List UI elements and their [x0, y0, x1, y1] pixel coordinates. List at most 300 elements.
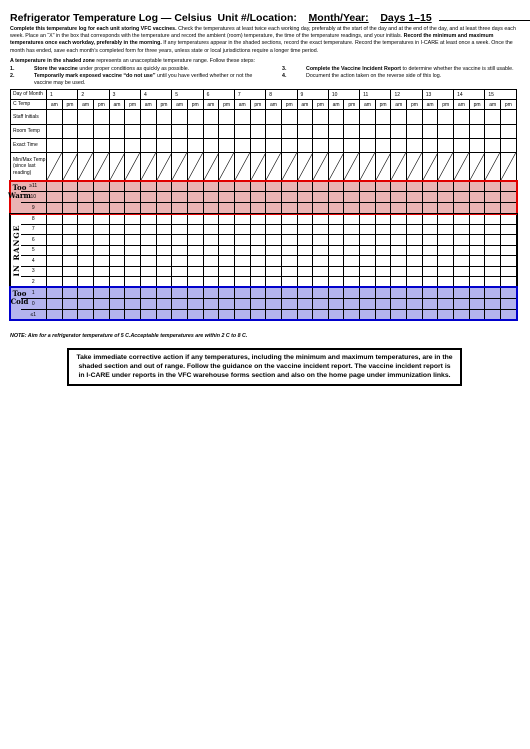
too-warm-cell[interactable] [501, 192, 517, 203]
min-max-cell[interactable] [438, 153, 454, 181]
too-cold-cell[interactable] [281, 309, 297, 320]
too-warm-cell[interactable] [281, 181, 297, 192]
too-cold-cell[interactable] [360, 309, 376, 320]
in-range-cell[interactable] [109, 245, 125, 256]
too-cold-cell[interactable] [313, 298, 329, 309]
in-range-cell[interactable] [485, 256, 501, 267]
exact-time-cell[interactable] [266, 139, 282, 153]
in-range-cell[interactable] [187, 214, 203, 225]
too-warm-cell[interactable] [234, 181, 250, 192]
too-warm-cell[interactable] [375, 203, 391, 214]
in-range-cell[interactable] [234, 214, 250, 225]
in-range-cell[interactable] [93, 235, 109, 246]
in-range-cell[interactable] [266, 245, 282, 256]
in-range-cell[interactable] [313, 256, 329, 267]
too-warm-cell[interactable] [187, 203, 203, 214]
too-warm-cell[interactable] [78, 181, 94, 192]
staff-initials-cell[interactable] [391, 110, 407, 125]
exact-time-cell[interactable] [93, 139, 109, 153]
in-range-cell[interactable] [47, 277, 63, 288]
staff-initials-cell[interactable] [438, 110, 454, 125]
min-max-cell[interactable] [156, 153, 172, 181]
too-cold-cell[interactable] [454, 298, 470, 309]
in-range-cell[interactable] [328, 245, 344, 256]
min-max-cell[interactable] [109, 153, 125, 181]
too-cold-cell[interactable] [156, 298, 172, 309]
in-range-cell[interactable] [156, 245, 172, 256]
too-cold-cell[interactable] [391, 298, 407, 309]
exact-time-cell[interactable] [344, 139, 360, 153]
in-range-cell[interactable] [375, 277, 391, 288]
room-temp-cell[interactable] [172, 125, 188, 139]
exact-time-cell[interactable] [501, 139, 517, 153]
in-range-cell[interactable] [375, 256, 391, 267]
too-cold-cell[interactable] [140, 287, 156, 298]
min-max-cell[interactable] [501, 153, 517, 181]
in-range-cell[interactable] [375, 214, 391, 225]
in-range-cell[interactable] [172, 214, 188, 225]
too-warm-cell[interactable] [281, 192, 297, 203]
too-cold-cell[interactable] [469, 287, 485, 298]
in-range-cell[interactable] [375, 266, 391, 277]
too-warm-cell[interactable] [219, 203, 235, 214]
too-warm-cell[interactable] [109, 203, 125, 214]
too-cold-cell[interactable] [422, 287, 438, 298]
too-cold-cell[interactable] [501, 309, 517, 320]
in-range-cell[interactable] [78, 266, 94, 277]
in-range-cell[interactable] [501, 214, 517, 225]
too-cold-cell[interactable] [140, 309, 156, 320]
in-range-cell[interactable] [47, 224, 63, 235]
too-warm-cell[interactable] [250, 203, 266, 214]
too-cold-cell[interactable] [469, 309, 485, 320]
in-range-cell[interactable] [187, 256, 203, 267]
min-max-cell[interactable] [454, 153, 470, 181]
too-cold-cell[interactable] [375, 298, 391, 309]
too-warm-cell[interactable] [62, 192, 78, 203]
too-cold-cell[interactable] [172, 309, 188, 320]
min-max-cell[interactable] [250, 153, 266, 181]
in-range-cell[interactable] [360, 224, 376, 235]
too-warm-cell[interactable] [360, 203, 376, 214]
in-range-cell[interactable] [469, 224, 485, 235]
in-range-cell[interactable] [422, 245, 438, 256]
in-range-cell[interactable] [313, 235, 329, 246]
room-temp-cell[interactable] [219, 125, 235, 139]
in-range-cell[interactable] [250, 266, 266, 277]
in-range-cell[interactable] [328, 277, 344, 288]
in-range-cell[interactable] [187, 266, 203, 277]
exact-time-cell[interactable] [203, 139, 219, 153]
too-cold-cell[interactable] [172, 298, 188, 309]
staff-initials-cell[interactable] [125, 110, 141, 125]
in-range-cell[interactable] [156, 266, 172, 277]
too-warm-cell[interactable] [140, 203, 156, 214]
in-range-cell[interactable] [438, 266, 454, 277]
staff-initials-cell[interactable] [501, 110, 517, 125]
too-warm-cell[interactable] [203, 192, 219, 203]
too-warm-cell[interactable] [203, 203, 219, 214]
too-cold-cell[interactable] [375, 287, 391, 298]
in-range-cell[interactable] [62, 256, 78, 267]
too-warm-cell[interactable] [407, 181, 423, 192]
too-warm-cell[interactable] [109, 192, 125, 203]
in-range-cell[interactable] [391, 214, 407, 225]
too-cold-cell[interactable] [234, 309, 250, 320]
too-warm-cell[interactable] [344, 192, 360, 203]
too-warm-cell[interactable] [250, 192, 266, 203]
too-cold-cell[interactable] [407, 287, 423, 298]
in-range-cell[interactable] [438, 256, 454, 267]
room-temp-cell[interactable] [501, 125, 517, 139]
too-cold-cell[interactable] [297, 309, 313, 320]
in-range-cell[interactable] [454, 214, 470, 225]
staff-initials-cell[interactable] [109, 110, 125, 125]
in-range-cell[interactable] [203, 235, 219, 246]
in-range-cell[interactable] [62, 266, 78, 277]
in-range-cell[interactable] [156, 214, 172, 225]
in-range-cell[interactable] [344, 235, 360, 246]
too-warm-cell[interactable] [234, 192, 250, 203]
too-warm-cell[interactable] [93, 181, 109, 192]
in-range-cell[interactable] [360, 277, 376, 288]
too-warm-cell[interactable] [313, 181, 329, 192]
staff-initials-cell[interactable] [422, 110, 438, 125]
too-cold-cell[interactable] [328, 298, 344, 309]
in-range-cell[interactable] [297, 266, 313, 277]
in-range-cell[interactable] [93, 245, 109, 256]
in-range-cell[interactable] [140, 266, 156, 277]
in-range-cell[interactable] [297, 277, 313, 288]
too-cold-cell[interactable] [140, 298, 156, 309]
exact-time-cell[interactable] [187, 139, 203, 153]
too-warm-cell[interactable] [407, 203, 423, 214]
in-range-cell[interactable] [234, 235, 250, 246]
too-cold-cell[interactable] [422, 298, 438, 309]
in-range-cell[interactable] [469, 214, 485, 225]
in-range-cell[interactable] [313, 277, 329, 288]
in-range-cell[interactable] [438, 245, 454, 256]
exact-time-cell[interactable] [250, 139, 266, 153]
in-range-cell[interactable] [422, 256, 438, 267]
staff-initials-cell[interactable] [344, 110, 360, 125]
in-range-cell[interactable] [219, 245, 235, 256]
too-cold-cell[interactable] [328, 287, 344, 298]
in-range-cell[interactable] [485, 245, 501, 256]
in-range-cell[interactable] [109, 277, 125, 288]
in-range-cell[interactable] [438, 214, 454, 225]
room-temp-cell[interactable] [47, 125, 63, 139]
in-range-cell[interactable] [281, 266, 297, 277]
in-range-cell[interactable] [93, 266, 109, 277]
too-warm-cell[interactable] [93, 203, 109, 214]
too-warm-cell[interactable] [109, 181, 125, 192]
too-cold-cell[interactable] [47, 298, 63, 309]
exact-time-cell[interactable] [313, 139, 329, 153]
in-range-cell[interactable] [125, 277, 141, 288]
in-range-cell[interactable] [140, 245, 156, 256]
staff-initials-cell[interactable] [140, 110, 156, 125]
too-warm-cell[interactable] [328, 192, 344, 203]
in-range-cell[interactable] [297, 256, 313, 267]
too-cold-cell[interactable] [266, 298, 282, 309]
too-cold-cell[interactable] [297, 287, 313, 298]
in-range-cell[interactable] [485, 235, 501, 246]
in-range-cell[interactable] [219, 256, 235, 267]
too-warm-cell[interactable] [485, 181, 501, 192]
in-range-cell[interactable] [93, 256, 109, 267]
in-range-cell[interactable] [250, 256, 266, 267]
in-range-cell[interactable] [187, 235, 203, 246]
in-range-cell[interactable] [407, 214, 423, 225]
in-range-cell[interactable] [375, 224, 391, 235]
staff-initials-cell[interactable] [313, 110, 329, 125]
staff-initials-cell[interactable] [156, 110, 172, 125]
too-warm-cell[interactable] [234, 203, 250, 214]
too-cold-cell[interactable] [109, 298, 125, 309]
too-cold-cell[interactable] [156, 309, 172, 320]
in-range-cell[interactable] [47, 235, 63, 246]
too-cold-cell[interactable] [485, 309, 501, 320]
too-warm-cell[interactable] [485, 203, 501, 214]
exact-time-cell[interactable] [422, 139, 438, 153]
exact-time-cell[interactable] [234, 139, 250, 153]
in-range-cell[interactable] [234, 245, 250, 256]
too-cold-cell[interactable] [187, 287, 203, 298]
too-cold-cell[interactable] [250, 298, 266, 309]
min-max-cell[interactable] [391, 153, 407, 181]
in-range-cell[interactable] [93, 224, 109, 235]
min-max-cell[interactable] [328, 153, 344, 181]
min-max-cell[interactable] [313, 153, 329, 181]
too-warm-cell[interactable] [47, 192, 63, 203]
in-range-cell[interactable] [250, 235, 266, 246]
too-cold-cell[interactable] [234, 298, 250, 309]
room-temp-cell[interactable] [156, 125, 172, 139]
in-range-cell[interactable] [454, 235, 470, 246]
too-warm-cell[interactable] [125, 192, 141, 203]
in-range-cell[interactable] [78, 235, 94, 246]
in-range-cell[interactable] [454, 256, 470, 267]
too-warm-cell[interactable] [156, 192, 172, 203]
too-cold-cell[interactable] [125, 298, 141, 309]
in-range-cell[interactable] [266, 224, 282, 235]
exact-time-cell[interactable] [281, 139, 297, 153]
too-warm-cell[interactable] [219, 181, 235, 192]
in-range-cell[interactable] [485, 277, 501, 288]
too-warm-cell[interactable] [125, 181, 141, 192]
too-cold-cell[interactable] [203, 287, 219, 298]
in-range-cell[interactable] [375, 245, 391, 256]
in-range-cell[interactable] [391, 245, 407, 256]
in-range-cell[interactable] [375, 235, 391, 246]
too-warm-cell[interactable] [438, 181, 454, 192]
too-warm-cell[interactable] [501, 203, 517, 214]
in-range-cell[interactable] [422, 214, 438, 225]
too-warm-cell[interactable] [407, 192, 423, 203]
too-warm-cell[interactable] [485, 192, 501, 203]
in-range-cell[interactable] [172, 224, 188, 235]
too-cold-cell[interactable] [391, 287, 407, 298]
too-warm-cell[interactable] [454, 181, 470, 192]
in-range-cell[interactable] [219, 266, 235, 277]
in-range-cell[interactable] [454, 277, 470, 288]
exact-time-cell[interactable] [469, 139, 485, 153]
exact-time-cell[interactable] [109, 139, 125, 153]
in-range-cell[interactable] [328, 214, 344, 225]
too-warm-cell[interactable] [328, 203, 344, 214]
too-cold-cell[interactable] [360, 287, 376, 298]
too-cold-cell[interactable] [454, 287, 470, 298]
too-cold-cell[interactable] [485, 298, 501, 309]
exact-time-cell[interactable] [140, 139, 156, 153]
in-range-cell[interactable] [62, 224, 78, 235]
too-cold-cell[interactable] [203, 309, 219, 320]
too-warm-cell[interactable] [422, 181, 438, 192]
too-cold-cell[interactable] [125, 287, 141, 298]
too-cold-cell[interactable] [344, 287, 360, 298]
in-range-cell[interactable] [62, 214, 78, 225]
in-range-cell[interactable] [125, 266, 141, 277]
too-warm-cell[interactable] [469, 192, 485, 203]
too-warm-cell[interactable] [297, 181, 313, 192]
too-cold-cell[interactable] [156, 287, 172, 298]
in-range-cell[interactable] [140, 224, 156, 235]
too-warm-cell[interactable] [501, 181, 517, 192]
in-range-cell[interactable] [93, 214, 109, 225]
room-temp-cell[interactable] [438, 125, 454, 139]
in-range-cell[interactable] [360, 235, 376, 246]
in-range-cell[interactable] [266, 256, 282, 267]
too-cold-cell[interactable] [219, 298, 235, 309]
room-temp-cell[interactable] [203, 125, 219, 139]
in-range-cell[interactable] [344, 224, 360, 235]
room-temp-cell[interactable] [250, 125, 266, 139]
in-range-cell[interactable] [485, 224, 501, 235]
min-max-cell[interactable] [344, 153, 360, 181]
in-range-cell[interactable] [501, 266, 517, 277]
in-range-cell[interactable] [407, 266, 423, 277]
in-range-cell[interactable] [297, 224, 313, 235]
too-cold-cell[interactable] [172, 287, 188, 298]
too-warm-cell[interactable] [344, 203, 360, 214]
in-range-cell[interactable] [203, 214, 219, 225]
too-cold-cell[interactable] [344, 298, 360, 309]
in-range-cell[interactable] [172, 256, 188, 267]
min-max-cell[interactable] [93, 153, 109, 181]
in-range-cell[interactable] [47, 245, 63, 256]
exact-time-cell[interactable] [328, 139, 344, 153]
exact-time-cell[interactable] [360, 139, 376, 153]
too-cold-cell[interactable] [266, 309, 282, 320]
in-range-cell[interactable] [344, 256, 360, 267]
in-range-cell[interactable] [219, 277, 235, 288]
min-max-cell[interactable] [469, 153, 485, 181]
too-warm-cell[interactable] [469, 181, 485, 192]
in-range-cell[interactable] [313, 214, 329, 225]
too-cold-cell[interactable] [422, 309, 438, 320]
too-cold-cell[interactable] [266, 287, 282, 298]
too-warm-cell[interactable] [469, 203, 485, 214]
staff-initials-cell[interactable] [62, 110, 78, 125]
in-range-cell[interactable] [250, 214, 266, 225]
unit-location-field[interactable] [439, 12, 530, 21]
too-cold-cell[interactable] [187, 298, 203, 309]
exact-time-cell[interactable] [62, 139, 78, 153]
in-range-cell[interactable] [219, 214, 235, 225]
min-max-cell[interactable] [422, 153, 438, 181]
too-warm-cell[interactable] [187, 181, 203, 192]
too-warm-cell[interactable] [62, 181, 78, 192]
too-warm-cell[interactable] [438, 192, 454, 203]
too-cold-cell[interactable] [469, 298, 485, 309]
in-range-cell[interactable] [391, 224, 407, 235]
in-range-cell[interactable] [469, 266, 485, 277]
in-range-cell[interactable] [125, 224, 141, 235]
in-range-cell[interactable] [344, 266, 360, 277]
in-range-cell[interactable] [109, 224, 125, 235]
in-range-cell[interactable] [109, 256, 125, 267]
in-range-cell[interactable] [203, 256, 219, 267]
too-warm-cell[interactable] [156, 181, 172, 192]
too-warm-cell[interactable] [219, 192, 235, 203]
too-warm-cell[interactable] [172, 203, 188, 214]
room-temp-cell[interactable] [328, 125, 344, 139]
in-range-cell[interactable] [140, 235, 156, 246]
too-cold-cell[interactable] [250, 287, 266, 298]
too-warm-cell[interactable] [78, 203, 94, 214]
in-range-cell[interactable] [156, 235, 172, 246]
in-range-cell[interactable] [109, 235, 125, 246]
too-warm-cell[interactable] [313, 203, 329, 214]
too-cold-cell[interactable] [407, 298, 423, 309]
in-range-cell[interactable] [250, 277, 266, 288]
too-warm-cell[interactable] [344, 181, 360, 192]
too-cold-cell[interactable] [250, 309, 266, 320]
min-max-cell[interactable] [234, 153, 250, 181]
in-range-cell[interactable] [313, 266, 329, 277]
room-temp-cell[interactable] [360, 125, 376, 139]
in-range-cell[interactable] [187, 277, 203, 288]
exact-time-cell[interactable] [125, 139, 141, 153]
too-cold-cell[interactable] [328, 309, 344, 320]
min-max-cell[interactable] [485, 153, 501, 181]
too-cold-cell[interactable] [78, 309, 94, 320]
min-max-cell[interactable] [297, 153, 313, 181]
in-range-cell[interactable] [422, 224, 438, 235]
too-cold-cell[interactable] [203, 298, 219, 309]
too-warm-cell[interactable] [93, 192, 109, 203]
min-max-cell[interactable] [375, 153, 391, 181]
too-warm-cell[interactable] [391, 181, 407, 192]
too-cold-cell[interactable] [109, 309, 125, 320]
min-max-cell[interactable] [219, 153, 235, 181]
staff-initials-cell[interactable] [203, 110, 219, 125]
in-range-cell[interactable] [172, 235, 188, 246]
too-warm-cell[interactable] [391, 203, 407, 214]
staff-initials-cell[interactable] [47, 110, 63, 125]
staff-initials-cell[interactable] [454, 110, 470, 125]
in-range-cell[interactable] [78, 256, 94, 267]
too-warm-cell[interactable] [375, 192, 391, 203]
in-range-cell[interactable] [187, 224, 203, 235]
in-range-cell[interactable] [281, 224, 297, 235]
too-cold-cell[interactable] [281, 298, 297, 309]
too-cold-cell[interactable] [438, 309, 454, 320]
too-warm-cell[interactable] [454, 203, 470, 214]
in-range-cell[interactable] [313, 245, 329, 256]
in-range-cell[interactable] [328, 224, 344, 235]
